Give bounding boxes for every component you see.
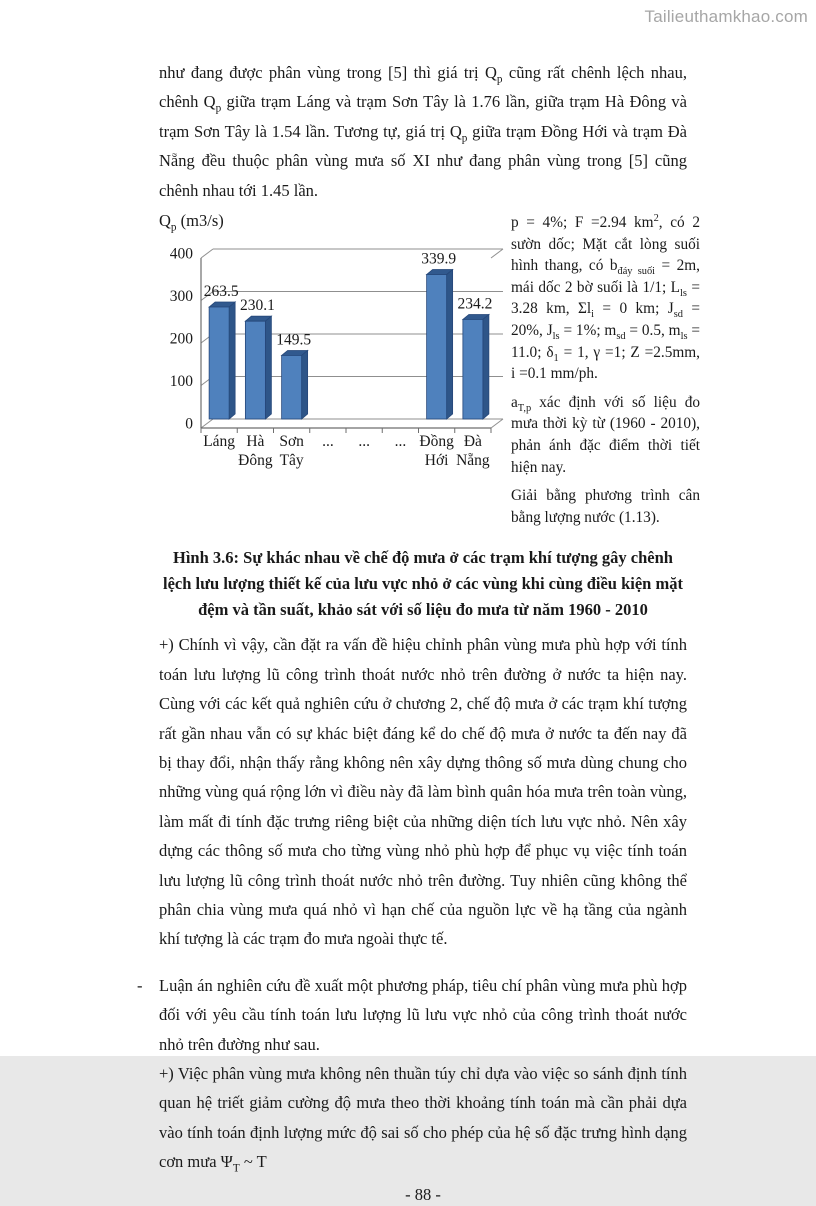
svg-text:...: ... bbox=[322, 433, 334, 451]
paragraph-discussion: +) Chính vì vậy, cần đặt ra vấn đề hiệu chỉnh phân vùng mưa phù hợp với tính toán lưu lượng lũ công trình thoát nước nhỏ trên đường ở nước ta hiện nay. Cùng với các kết quả nghiên cứu ở chương 2, chế độ mưa ở các trạm khí tượng rất gần nhau vẫn có sự khác biệt đáng kể do chế độ mưa ở nước ta đến nay đã bị thay đổi, nhận thấy rằng không nên xây dựng thông số mưa dùng chung cho những vùng quá rộng lớn vì điều này đã làm bình quân hóa mưa trên toàn vùng, làm mất đi tính đặc trưng riêng biệt của những diện tích lưu vực nhỏ. Nên xây dựng các thông số mưa cho từng vùng nhỏ phù hợp để phục vụ việc tính toán lưu lượng lũ công trình thoát nước nhỏ trên đường. Tuy nhiên cũng không thể phân chia vùng mưa quá nhỏ vì hạn chế của nguồn lực về hạ tầng của ngành khí tượng là các trạm đo mưa ngoài thực tế. bbox=[159, 635, 687, 949]
svg-text:Sơn: Sơn bbox=[279, 433, 304, 451]
svg-text:200: 200 bbox=[169, 330, 193, 348]
bullet-item bbox=[137, 971, 700, 1059]
chart-y-axis-title: $Q_p$ (m3/s) bbox=[159, 211, 224, 234]
svg-text:...: ... bbox=[394, 433, 407, 451]
svg-text:Hới: Hới bbox=[424, 452, 449, 470]
rainfall-discharge-chart bbox=[159, 210, 511, 470]
svg-text:100: 100 bbox=[169, 373, 193, 391]
page-content bbox=[137, 58, 701, 1206]
side-note-equation: Giải bằng phương trình cân bằng lượng nước (1.13). bbox=[511, 487, 700, 526]
paragraph-method: +) Việc phân vùng mưa không nên thuần túy chỉ dựa vào việc so sánh định tính quan hệ triết giảm cường độ mưa theo thời khoảng tính toán mà cần phải dựa vào tính toán định lượng mức độ sai số cho phép của hệ số đặc trưng hình dạng cơn mưa $\Psi_T$ ~ T bbox=[159, 1064, 687, 1175]
side-notes-column bbox=[511, 210, 700, 535]
svg-text:Nẵng: Nẵng bbox=[456, 452, 490, 470]
side-note-parameters: p = 4%; F =2.94 $km^2$, có 2 sườn dốc; Mặt cắt lòng suối hình thang, có $b_{đáy suối} = 2m$, mái dốc 2 bờ suối là 1/1; $L_{ls} = 3.28$ km, $\Sigma l_i = 0$ km; $J_{sd} = 20\%$, $J_{ls} = 1\%$; $m_{sd} = 0.5$, $m_{ls} = 11.0$; $\delta_1 = 1$, γ =1; Z =2.5mm, i =0.1 mm/ph. bbox=[511, 212, 701, 383]
svg-text:0: 0 bbox=[185, 415, 193, 433]
svg-text:234.2: 234.2 bbox=[457, 295, 493, 313]
svg-text:Hà: Hà bbox=[246, 433, 265, 451]
svg-text:230.1: 230.1 bbox=[239, 297, 275, 315]
svg-text:300: 300 bbox=[169, 288, 193, 306]
svg-text:149.5: 149.5 bbox=[276, 331, 312, 349]
bullet-text: Luận án nghiên cứu đề xuất một phương pháp, tiêu chí phân vùng mưa phù hợp đối với yêu cầu tính toán lưu lượng lũ lưu vực nhỏ của công trình thoát nước nhỏ trên đường như sau. bbox=[159, 975, 687, 1054]
figure-row bbox=[159, 210, 700, 535]
svg-text:Đông: Đông bbox=[238, 452, 273, 470]
svg-text:Đồng: Đồng bbox=[419, 433, 454, 451]
svg-text:339.9: 339.9 bbox=[421, 250, 457, 268]
figure-caption: Hình 3.6: Sự khác nhau về chế độ mưa ở các trạm khí tượng gây chênh lệch lưu lượng thiết kế của lưu vực nhỏ ở các vùng khi cùng điều kiện mặt đệm và tần suất, khảo sát với số liệu đo mưa từ năm 1960 - 2010 bbox=[163, 548, 683, 620]
svg-text:400: 400 bbox=[169, 245, 193, 263]
svg-text:Đà: Đà bbox=[463, 433, 482, 451]
svg-text:Láng: Láng bbox=[203, 433, 236, 451]
svg-text:...: ... bbox=[358, 433, 370, 451]
watermark-text: Tailieuthamkhao.com bbox=[644, 7, 808, 26]
svg-text:263.5: 263.5 bbox=[203, 283, 239, 301]
svg-text:Tây: Tây bbox=[279, 452, 304, 470]
side-note-rain-data: $a_{T,p}$ xác định với số liệu đo mưa thời kỳ từ (1960 - 2010), phản ánh đặc điểm thời tiết hiện nay. bbox=[511, 393, 700, 476]
bullet-dash: - bbox=[137, 975, 143, 995]
paragraph-intro: như đang được phân vùng trong [5] thì giá trị $Q_p$ cũng rất chênh lệch nhau, chênh $Q_p$ giữa trạm Láng và trạm Sơn Tây là 1.76 lần, giữa trạm Hà Đông và trạm Sơn Tây là 1.54 lần. Tương tự, giá trị $Q_p$ giữa trạm Đồng Hới và trạm Đà Nẵng đều thuộc phân vùng mưa số XI như đang phân vùng trong [5] cũng chênh nhau tới 1.45 lần. bbox=[159, 63, 687, 200]
page-number: - 88 - bbox=[405, 1184, 441, 1204]
chart-canvas bbox=[159, 232, 511, 470]
